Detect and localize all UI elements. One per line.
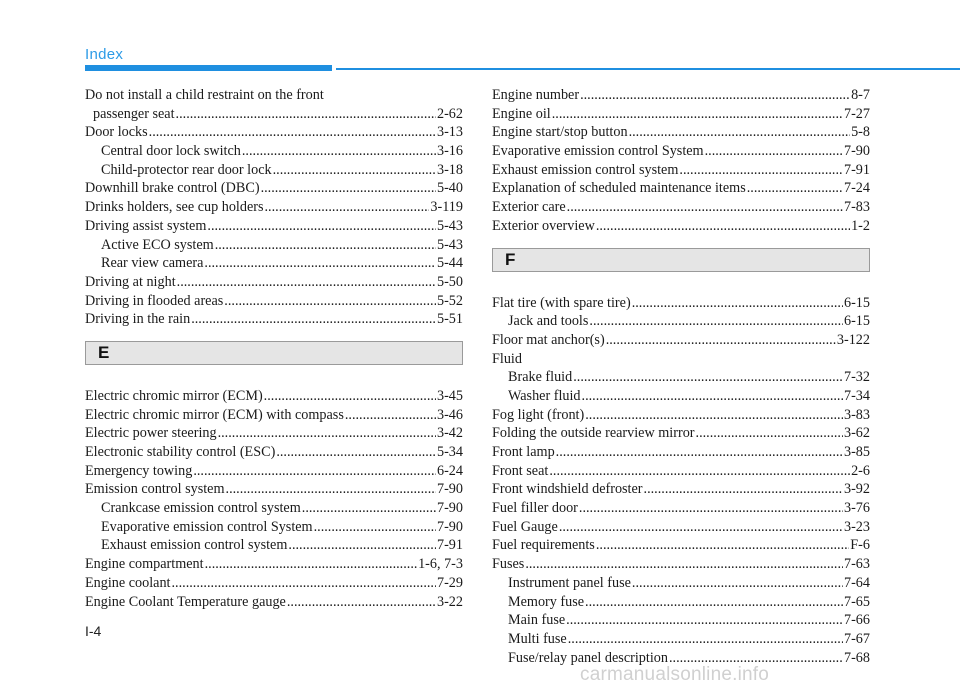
index-entry-page: 3-45 <box>436 387 463 404</box>
index-entry-page: 3-85 <box>843 444 870 460</box>
index-entry-term: Emergency towing <box>85 462 193 479</box>
index-entry-term: Fuses <box>492 556 525 573</box>
index-entry-term: Electric chromic mirror (ECM) <box>85 387 263 404</box>
index-entry <box>492 443 870 462</box>
index-entry <box>85 480 463 499</box>
dot-leader <box>606 331 836 350</box>
index-entry-page: 3-23 <box>843 518 870 535</box>
index-entry-page: 7-90 <box>436 481 463 498</box>
index-entry-page: 3-22 <box>436 593 463 610</box>
index-entry-term: Central door lock switch <box>101 143 241 160</box>
index-entry-term: Do not install a child restraint on the front <box>85 87 324 103</box>
index-entry-term: Fuel filler door <box>492 500 578 517</box>
dot-leader <box>314 518 436 537</box>
dot-leader <box>747 179 843 198</box>
index-entry-term: Exhaust emission control system <box>492 161 679 178</box>
index-entry <box>85 161 463 180</box>
index-entry-term: Electronic stability control (ESC) <box>85 444 276 460</box>
index-entry <box>492 611 870 630</box>
index-entry <box>492 198 870 217</box>
dot-leader <box>644 480 843 499</box>
dot-leader <box>573 368 843 387</box>
index-entry-term: Fuse/relay panel description <box>508 649 668 666</box>
index-entry-term: Explanation of scheduled maintenance items <box>492 180 746 197</box>
index-entry-term: Drinks holders, see cup holders <box>85 199 264 216</box>
index-entry-page: 1-6, 7-3 <box>418 556 463 573</box>
header-rule <box>336 68 960 70</box>
index-entry-term: Downhill brake control (DBC) <box>85 180 260 197</box>
dot-leader <box>567 198 843 217</box>
watermark: carmanualsonline.info <box>580 664 770 685</box>
index-entry-page: 6-24 <box>436 462 463 479</box>
index-entry-term: Evaporative emission control System <box>101 518 313 535</box>
index-entry-page: 5-40 <box>436 180 463 197</box>
dot-leader <box>566 611 843 630</box>
index-entry-term: Fuel Gauge <box>492 518 558 535</box>
dot-leader <box>226 480 436 499</box>
index-entry-page: 1-2 <box>851 217 870 234</box>
dot-leader <box>287 593 436 612</box>
dot-leader <box>632 574 843 593</box>
index-entry-page: 5-43 <box>436 236 463 253</box>
index-entry-term: Folding the outside rearview mirror <box>492 425 695 442</box>
index-entry-term: Memory fuse <box>508 593 585 610</box>
index-entry-term: Flat tire (with spare tire) <box>492 294 631 311</box>
index-entry <box>85 518 463 537</box>
index-entry-term: Crankcase emission control system <box>101 500 301 517</box>
index-entry <box>492 574 870 593</box>
index-entry <box>492 142 870 161</box>
dot-leader <box>207 217 436 236</box>
index-entry-page: 7-65 <box>843 593 870 610</box>
dot-leader <box>205 555 417 574</box>
dot-leader <box>264 387 436 406</box>
index-entry <box>492 462 870 481</box>
dot-leader <box>302 499 436 518</box>
index-entry <box>492 161 870 180</box>
index-entry-page: F-6 <box>850 537 870 554</box>
index-entry <box>492 406 870 425</box>
index-entry <box>85 123 463 142</box>
index-entry-term: Exhaust emission control system <box>101 537 288 554</box>
dot-leader <box>218 424 436 443</box>
index-entry-term: Front windshield defroster <box>492 481 643 498</box>
index-entry-term: Front lamp <box>492 444 555 460</box>
index-entry-term: Fuel requirements <box>492 537 595 554</box>
index-entry-page: 3-122 <box>836 331 870 348</box>
index-entry-term: passenger seat <box>93 105 175 122</box>
index-entry-page: 3-13 <box>436 124 463 141</box>
dot-leader <box>596 217 850 236</box>
page-number: I-4 <box>85 623 102 639</box>
index-entry <box>492 123 870 142</box>
dot-leader <box>585 593 843 612</box>
index-entry <box>85 105 463 124</box>
left-index-column <box>85 86 463 611</box>
index-entry-term: Exterior overview <box>492 217 595 234</box>
index-entry-term: Fluid <box>492 350 522 367</box>
index-entry <box>85 310 463 329</box>
index-entry <box>492 424 870 443</box>
index-entry-page: 8-7 <box>851 87 870 103</box>
index-entry <box>492 593 870 612</box>
index-entry <box>492 350 870 369</box>
index-entry-page: 7-91 <box>436 537 463 554</box>
index-entry-page: 3-76 <box>843 500 870 517</box>
index-entry-term: Driving assist system <box>85 217 207 234</box>
left-group-e <box>85 387 463 611</box>
index-entry <box>85 555 463 574</box>
dot-leader <box>582 387 843 406</box>
dot-leader <box>273 161 436 180</box>
index-entry-page: 7-34 <box>843 387 870 404</box>
index-entry-page: 7-66 <box>843 612 870 629</box>
index-entry <box>85 198 463 217</box>
index-entry-page: 5-43 <box>436 217 463 234</box>
dot-leader <box>556 443 843 462</box>
index-entry <box>85 217 463 236</box>
index-entry <box>85 424 463 443</box>
dot-leader <box>585 406 843 425</box>
dot-leader <box>629 123 851 142</box>
index-entry-page: 3-119 <box>430 199 463 216</box>
dot-leader <box>172 574 436 593</box>
index-entry-page: 7-91 <box>843 161 870 178</box>
index-entry <box>85 593 463 612</box>
dot-leader <box>242 142 436 161</box>
right-group-f <box>492 294 870 668</box>
index-entry-term: Rear view camera <box>101 255 204 272</box>
index-entry <box>85 387 463 406</box>
dot-leader <box>191 310 436 329</box>
index-entry-term: Driving at night <box>85 273 176 290</box>
section-header-e: E <box>85 341 463 365</box>
dot-leader <box>568 630 843 649</box>
index-entry <box>492 536 870 555</box>
index-entry-page: 7-68 <box>843 649 870 666</box>
dot-leader <box>204 254 436 273</box>
dot-leader <box>215 236 436 255</box>
dot-leader <box>177 273 436 292</box>
index-entry <box>85 536 463 555</box>
index-entry-page: 7-29 <box>436 574 463 591</box>
index-entry <box>85 462 463 481</box>
index-entry-page: 5-50 <box>436 273 463 290</box>
dot-leader <box>580 86 850 105</box>
index-entry <box>492 518 870 537</box>
index-entry <box>85 499 463 518</box>
dot-leader <box>224 292 436 311</box>
dot-leader <box>345 406 436 425</box>
index-entry-page: 3-42 <box>436 425 463 442</box>
dot-leader <box>265 198 430 217</box>
index-entry-page: 2-62 <box>436 105 463 122</box>
dot-leader <box>552 105 843 124</box>
index-entry-term: Instrument panel fuse <box>508 574 631 591</box>
index-entry <box>492 331 870 350</box>
section-header-f: F <box>492 248 870 272</box>
index-entry <box>85 443 463 462</box>
index-entry <box>492 630 870 649</box>
index-entry <box>492 312 870 331</box>
index-entry-page: 7-67 <box>843 630 870 647</box>
index-entry-page: 3-62 <box>843 425 870 442</box>
index-entry-page: 2-6 <box>851 462 870 479</box>
index-entry-term: Engine oil <box>492 105 551 122</box>
index-entry-page: 7-83 <box>843 199 870 216</box>
index-entry-page: 5-34 <box>436 444 463 460</box>
index-entry-term: Washer fluid <box>508 387 581 404</box>
index-entry-term: Electric power steering <box>85 425 217 442</box>
right-group-e <box>492 86 870 236</box>
index-entry <box>492 387 870 406</box>
dot-leader <box>596 536 849 555</box>
index-entry <box>85 179 463 198</box>
index-entry-term: Engine start/stop button <box>492 124 628 141</box>
index-entry <box>85 574 463 593</box>
dot-leader <box>193 462 436 481</box>
index-entry-page: 7-90 <box>436 500 463 517</box>
index-entry <box>492 368 870 387</box>
index-entry <box>85 142 463 161</box>
dot-leader <box>549 462 850 481</box>
index-entry-term: Engine number <box>492 87 580 103</box>
dot-leader <box>276 443 436 462</box>
index-entry-term: Multi fuse <box>508 630 567 647</box>
index-entry-page: 5-52 <box>436 292 463 309</box>
index-entry-page: 3-16 <box>436 143 463 160</box>
index-entry-page: 7-63 <box>843 556 870 573</box>
dot-leader <box>261 179 436 198</box>
index-entry <box>85 254 463 273</box>
index-entry-page: 7-64 <box>843 574 870 591</box>
index-entry-term: Main fuse <box>508 612 566 629</box>
index-entry <box>492 86 870 105</box>
index-entry-page: 3-18 <box>436 161 463 178</box>
dot-leader <box>149 123 436 142</box>
index-entry-page: 7-32 <box>843 369 870 386</box>
dot-leader <box>525 555 843 574</box>
dot-leader <box>176 105 436 124</box>
index-entry-term: Exterior care <box>492 199 566 216</box>
index-entry-term: Floor mat anchor(s) <box>492 331 605 348</box>
dot-leader <box>705 142 843 161</box>
index-entry-term: Driving in flooded areas <box>85 292 224 309</box>
index-entry-page: 5-44 <box>436 255 463 272</box>
index-entry <box>492 499 870 518</box>
index-entry-term: Driving in the rain <box>85 311 191 328</box>
index-entry-term: Brake fluid <box>508 369 573 386</box>
index-entry <box>492 217 870 236</box>
index-entry-page: 7-90 <box>843 143 870 160</box>
index-entry-page: 3-83 <box>843 406 870 423</box>
dot-leader <box>579 499 843 518</box>
index-entry-term: Engine compartment <box>85 556 204 573</box>
index-entry <box>492 294 870 313</box>
index-entry-page: 6-15 <box>843 313 870 330</box>
index-entry <box>492 105 870 124</box>
index-entry-page: 3-92 <box>843 481 870 498</box>
index-entry-page: 7-24 <box>843 180 870 197</box>
index-entry-term: Child-protector rear door lock <box>101 161 272 178</box>
index-entry-term: Jack and tools <box>508 313 589 330</box>
index-entry-term: Door locks <box>85 124 148 141</box>
index-entry-term: Emission control system <box>85 481 225 498</box>
header-rule-accent <box>85 65 332 71</box>
index-entry-page: 7-90 <box>436 518 463 535</box>
index-entry-page: 3-46 <box>436 406 463 423</box>
index-entry <box>492 555 870 574</box>
index-entry-term: Active ECO system <box>101 236 214 253</box>
index-entry-term: Evaporative emission control System <box>492 143 704 160</box>
index-entry <box>85 292 463 311</box>
index-entry-term: Engine Coolant Temperature gauge <box>85 593 286 610</box>
index-entry-term: Engine coolant <box>85 574 171 591</box>
dot-leader <box>679 161 843 180</box>
index-entry-page: 6-15 <box>843 294 870 311</box>
index-entry-page: 5-51 <box>436 311 463 328</box>
index-entry <box>85 406 463 425</box>
index-entry <box>85 273 463 292</box>
dot-leader <box>632 294 843 313</box>
dot-leader <box>696 424 843 443</box>
index-entry <box>85 86 463 105</box>
dot-leader <box>559 518 843 537</box>
dot-leader <box>589 312 843 331</box>
index-title: Index <box>85 46 124 63</box>
index-entry-page: 7-27 <box>843 105 870 122</box>
dot-leader <box>288 536 436 555</box>
index-entry-term: Electric chromic mirror (ECM) with compass <box>85 406 344 423</box>
index-entry <box>85 236 463 255</box>
index-entry-term: Front seat <box>492 462 549 479</box>
index-entry-page: 5-8 <box>851 124 870 141</box>
left-group-d <box>85 86 463 329</box>
index-entry <box>492 480 870 499</box>
index-entry <box>492 179 870 198</box>
right-index-column <box>492 86 870 667</box>
index-entry-term: Fog light (front) <box>492 406 585 423</box>
